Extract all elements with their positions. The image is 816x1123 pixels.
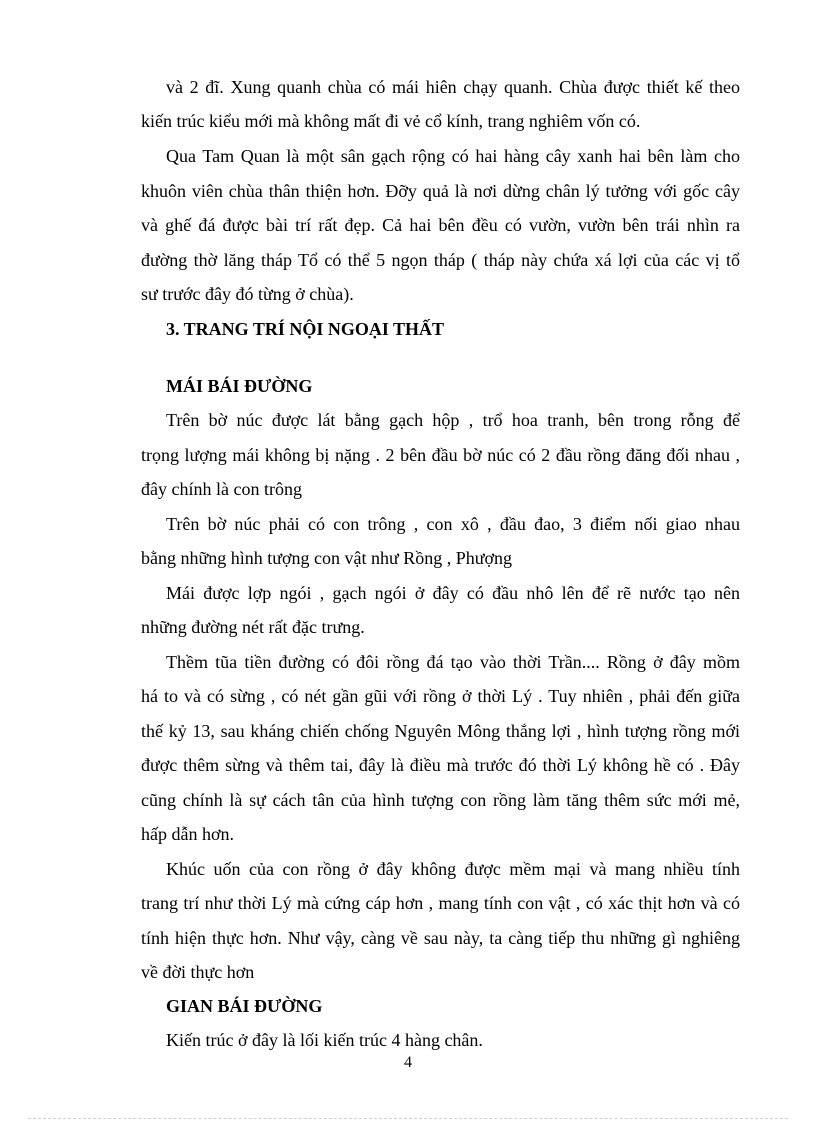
text-line: tính hiện thực hơn. Như vậy, càng về sau này, ta càng tiếp thu những gì nghiêng [141,928,740,948]
text-line: được thêm sừng và thêm tai, đây là điều mà trước đó thời Lý không hề có . Đây [141,755,740,775]
text-line: kiến trúc kiểu mới mà không mất đi vẻ cổ kính, trang nghiêm vốn có. [141,111,641,131]
text-line: Qua Tam Quan là một sân gạch rộng có hai hàng cây xanh hai bên làm cho [166,146,740,166]
text-line: Kiến trúc ở đây là lối kiến trúc 4 hàng chân. [166,1030,483,1050]
text-line: và ghế đá được bài trí rất đẹp. Cả hai bên đều có vườn, vườn bên trái nhìn ra [141,215,740,235]
text-line: những đường nét rất đặc trưng. [141,617,365,637]
page-number: 4 [404,1054,412,1071]
subsection-heading: MÁI BÁI ĐƯỜNG [166,376,313,396]
text-line: đường thờ lăng tháp Tổ có thể 5 ngọn tháp ( tháp này chứa xá lợi của các vị tổ [141,250,740,270]
text-line: thế kỷ 13, sau kháng chiến chống Nguyên Mông thắng lợi , hình tượng rồng mới [141,721,740,741]
text-line: Trên bờ núc được lát bằng gạch hộp , trổ hoa tranh, bên trong rỗng để [166,410,740,430]
subsection-heading: GIAN BÁI ĐƯỜNG [166,996,323,1016]
text-line: Khúc uốn của con rồng ở đây không được mềm mại và mang nhiều tính [166,859,740,879]
page-bottom-divider [28,1118,788,1119]
text-line: Trên bờ núc phải có con trông , con xô , đầu đao, 3 điểm nối giao nhau [166,514,740,534]
text-line: há to và có sừng , có nét gần gũi với rồng ở thời Lý . Tuy nhiên , phải đến giữa [141,686,740,706]
text-line: cũng chính là sự cách tân của hình tượng con rồng làm tăng thêm sức mới mẻ, [141,790,740,810]
text-line: hấp dẫn hơn. [141,824,234,844]
text-line: sư trước đây đó từng ở chùa). [141,284,354,304]
text-line: đây chính là con trông [141,479,302,499]
text-line: về đời thực hơn [141,962,255,982]
text-line: bằng những hình tượng con vật như Rồng , Phượng [141,548,513,568]
text-line: Mái được lợp ngói , gạch ngói ở đây có đầu nhô lên để rẽ nước tạo nên [166,583,740,603]
section-heading: 3. TRANG TRÍ NỘI NGOẠI THẤT [166,319,445,339]
text-line: trang trí như thời Lý mà cứng cáp hơn , mang tính con vật , có xác thịt hơn và có [141,893,740,913]
text-line: và 2 đĩ. Xung quanh chùa có mái hiên chạy quanh. Chùa được thiết kế theo [166,77,740,97]
text-line: trọng lượng mái không bị nặng . 2 bên đầu bờ núc có 2 đầu rồng đăng đối nhau , [141,445,740,465]
text-line: Thềm tũa tiền đường có đôi rồng đá tạo vào thời Trần.... Rồng ở đây mồm [166,652,740,672]
text-line: khuôn viên chùa thân thiện hơn. Đỡy quả là nơi dừng chân lý tưởng với gốc cây [141,181,740,201]
